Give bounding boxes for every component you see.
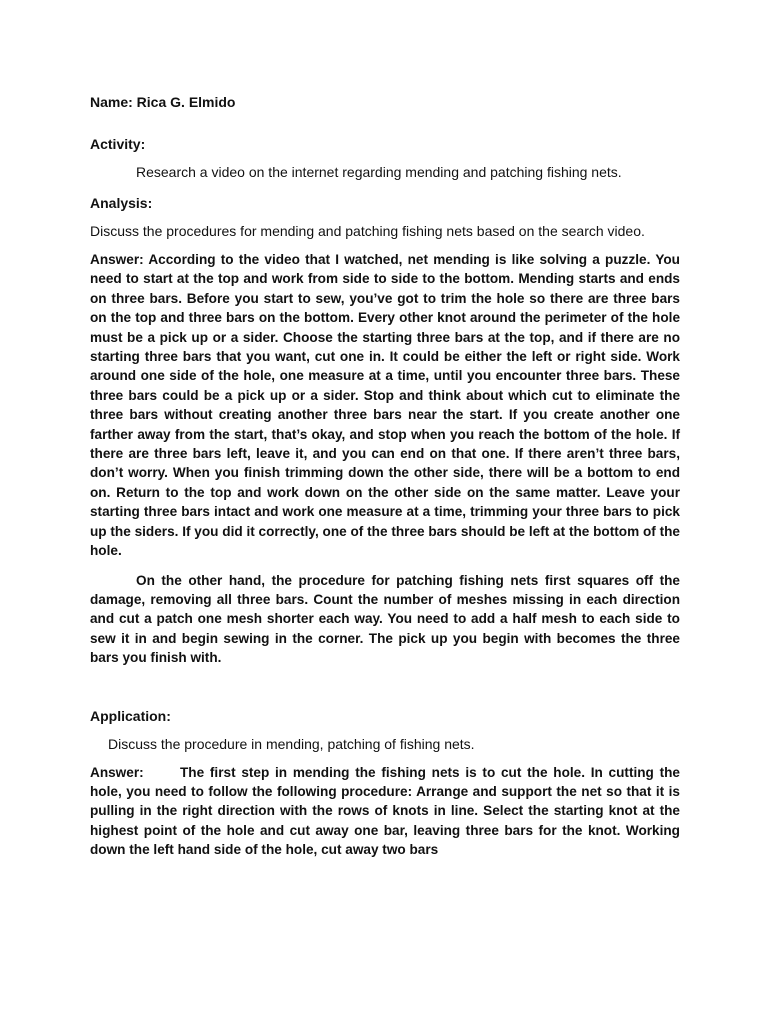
activity-text: Research a video on the internet regarding mending and patching fishing nets. <box>136 164 622 180</box>
document-content <box>90 92 680 860</box>
application-answer-text: The first step in mending the fishing nets is to cut the hole. In cutting the hole, you need to follow the following procedure: Arrange and support the net so that it is pulling in the right direction with the rows of knots in line. Select the starting knot at the highest point of the hole and cut away one bar, leaving three bars for the knot. Working down the left hand side of the hole, cut away two bars <box>90 764 680 858</box>
analysis-answer-paragraph-1: Answer: According to the video that I watched, net mending is like solving a puzzle. You need to start at the top and work from side to side to the bottom. Mending starts and ends on three bars. Before you start to sew, you’ve got to trim the hole so there are three bars on the top and three bars on the bottom. Every other knot around the perimeter of the hole must be a pick up or a sider. Choose the starting three bars at the top, and if there are no starting three bars that you want, cut one in. It could be either the left or right side. Work around one side of the hole, one measure at a time, until you encounter three bars. These three bars could be a pick up or a sider. Stop and think about which cut to eliminate the three bars without creating another three bars near the start. If you create another one farther away from the start, that’s okay, and stop when you reach the bottom of the hole. If there are three bars left, leave it, and you can end on that one. If there aren’t three bars, don’t worry. When you finish trimming down the other side, there will be a bottom to end on. Return to the top and work down on the other side on the same matter. Leave your starting three bars intact and work one measure at a time, trimming your three bars to pick up the siders. If you did it correctly, one of the three bars should be left at the bottom of the hole. <box>90 252 680 559</box>
name-line: Name: Rica G. Elmido <box>90 94 236 110</box>
application-answer <box>90 763 680 860</box>
analysis-heading: Analysis: <box>90 195 153 211</box>
application-answer-label: Answer: <box>90 764 144 780</box>
analysis-answer-paragraph-2: On the other hand, the procedure for patching fishing nets first squares off the damage, removing all three bars. Count the number of meshes missing in each direction and cut a patch one mesh shorter each way. You need to add a half mesh to each side to sew it in and begin sewing in the corner. The pick up you begin with becomes the three bars you finish with. <box>90 572 680 666</box>
activity-heading: Activity: <box>90 136 146 152</box>
application-prompt: Discuss the procedure in mending, patching of fishing nets. <box>108 735 475 752</box>
spacer <box>90 112 680 134</box>
analysis-prompt: Discuss the procedures for mending and patching fishing nets based on the search video. <box>90 223 645 239</box>
application-heading: Application: <box>90 707 171 724</box>
